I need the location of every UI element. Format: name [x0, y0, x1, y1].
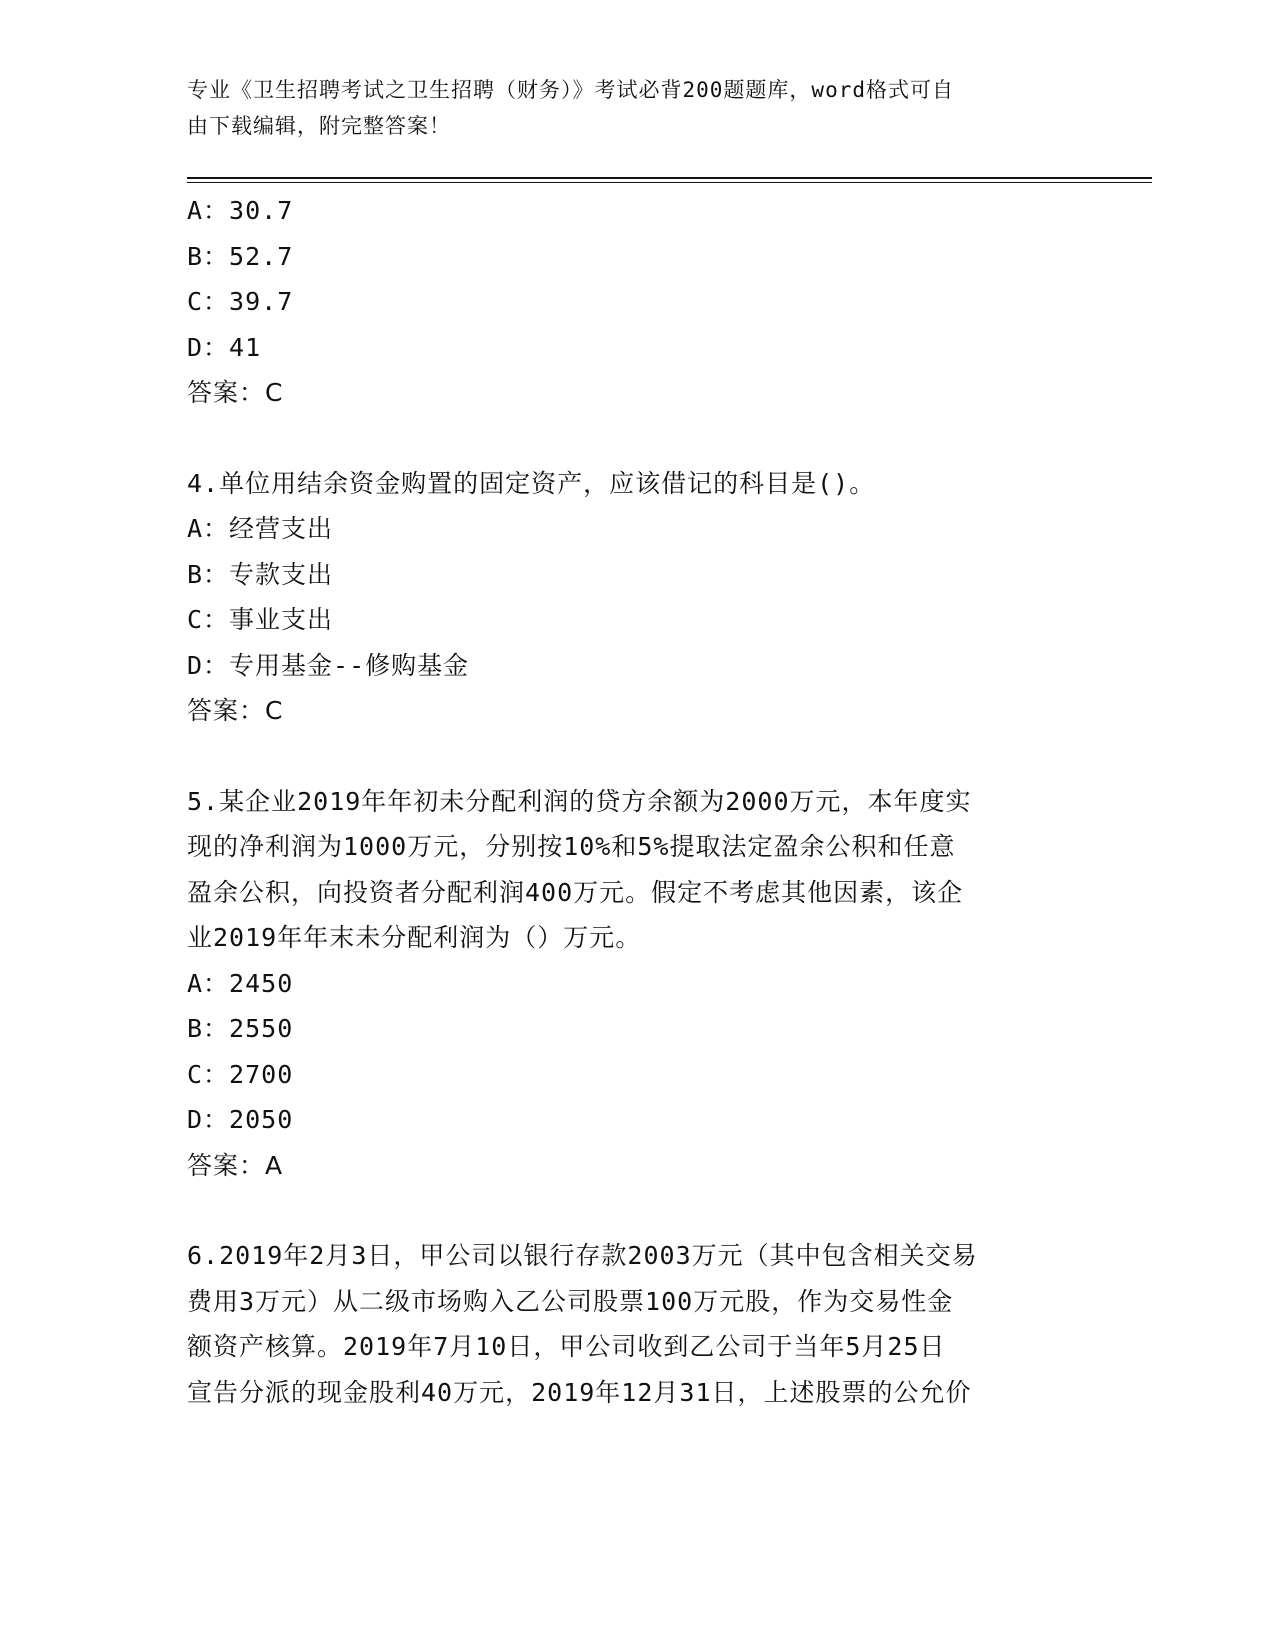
- question-6: [187, 1233, 1087, 1415]
- document-header: [187, 72, 1067, 144]
- question-4: [187, 461, 1087, 734]
- q5-stem-line-4: 业2019年年末未分配利润为（）万元。: [187, 923, 642, 952]
- q5-option-b: B：2550: [187, 1014, 294, 1043]
- q3-option-c: C：39.7: [187, 287, 294, 316]
- q5-answer: 答案：A: [187, 1150, 284, 1180]
- header-line-2: 由下载编辑，附完整答案！: [187, 114, 451, 138]
- q6-stem-line-3: 额资产核算。2019年7月10日，甲公司收到乙公司于当年5月25日: [187, 1332, 946, 1361]
- q5-option-a: A：2450: [187, 968, 294, 998]
- q4-option-b: B：专款支出: [187, 559, 334, 589]
- q3-answer: 答案：C: [187, 378, 284, 407]
- spacer: [187, 734, 1087, 779]
- q5-option-c: C：2700: [187, 1059, 294, 1089]
- document-body: [187, 188, 1087, 1415]
- q5-stem-line-1: 5.某企业2019年年初未分配利润的贷方余额为2000万元，本年度实: [187, 786, 972, 816]
- q6-stem-line-4: 宣告分派的现金股利40万元，2019年12月31日，上述股票的公允价: [187, 1377, 972, 1407]
- header-line-1: 专业《卫生招聘考试之卫生招聘（财务）》考试必背200题题库，word格式可自: [187, 78, 954, 102]
- header-rule-thick: [187, 177, 1152, 179]
- q6-stem-line-1: 6.2019年2月3日，甲公司以银行存款2003万元（其中包含相关交易: [187, 1241, 978, 1270]
- q6-stem-line-2: 费用3万元）从二级市场购入乙公司股票100万元股，作为交易性金: [187, 1286, 954, 1316]
- q4-option-d: D：专用基金--修购基金: [187, 650, 470, 680]
- spacer: [187, 1188, 1087, 1233]
- q3-option-d: D：41: [187, 332, 262, 362]
- q4-option-c: C：事业支出: [187, 605, 334, 634]
- spacer: [187, 416, 1087, 461]
- question-3: [187, 188, 1087, 416]
- question-5: [187, 779, 1087, 1189]
- q4-option-a: A：经营支出: [187, 514, 334, 543]
- q4-answer: 答案：C: [187, 696, 284, 725]
- q4-stem-line-1: 4.单位用结余资金购置的固定资产，应该借记的科目是()。: [187, 468, 876, 498]
- q5-stem-line-2: 现的净利润为1000万元，分别按10%和5%提取法定盈余公积和任意: [187, 832, 956, 861]
- q3-option-a: A：30.7: [187, 196, 294, 225]
- header-rule-thin: [187, 182, 1152, 183]
- q5-option-d: D：2050: [187, 1105, 294, 1134]
- q5-stem-line-3: 盈余公积，向投资者分配利润400万元。假定不考虑其他因素，该企: [187, 877, 964, 907]
- q3-option-b: B：52.7: [187, 241, 294, 271]
